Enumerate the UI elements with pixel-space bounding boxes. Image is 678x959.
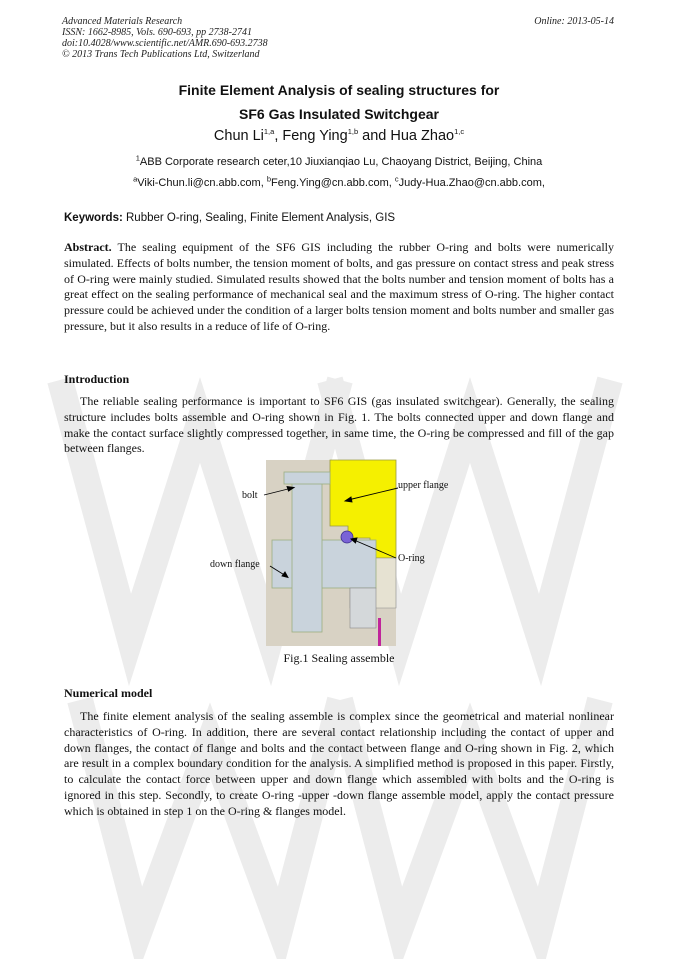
email-text: Feng.Ying@cn.abb.com, bbox=[270, 177, 395, 189]
email-sup: a bbox=[133, 174, 138, 184]
author-name: Chun Li bbox=[213, 128, 264, 144]
section-heading-numerical-model: Numerical model bbox=[64, 686, 153, 700]
paper-title-line2: SF6 Gas Insulated Switchgear bbox=[239, 106, 439, 122]
email-text: Viki-Chun.li@cn.abb.com, bbox=[137, 177, 267, 189]
section-heading-introduction: Introduction bbox=[64, 372, 130, 386]
author-sup: 1,b bbox=[347, 127, 359, 137]
o-ring bbox=[341, 531, 353, 543]
author-name: Feng Ying bbox=[282, 128, 348, 144]
journal-header bbox=[62, 16, 268, 60]
bolt-head bbox=[284, 472, 330, 484]
author-sep: , bbox=[274, 128, 283, 144]
journal-name: Advanced Materials Research bbox=[62, 16, 183, 27]
introduction-text: The reliable sealing performance is important to SF6 GIS (gas insulated switchgear). Generally, the sealing structure includes bolts assemble and O-ring shown in Fig. 1. The bolts connected upper and down flange and make the contact surface slightly compressed together, in same time, the O-ring be compressed and fill of the gap between flanges. bbox=[64, 394, 614, 456]
affiliation-sup: 1 bbox=[135, 153, 140, 163]
author-sup: 1,a bbox=[263, 127, 275, 137]
abstract bbox=[64, 240, 614, 335]
journal-copyright: © 2013 Trans Tech Publications Ltd, Switzerland bbox=[62, 49, 260, 60]
pink-part bbox=[378, 618, 381, 646]
author-sup: 1,c bbox=[454, 127, 465, 137]
label-upper-flange: upper flange bbox=[398, 480, 449, 491]
label-bolt: bolt bbox=[242, 490, 258, 501]
abstract-label: Abstract. bbox=[64, 240, 112, 254]
down-flange bbox=[272, 540, 376, 588]
author-list bbox=[0, 128, 678, 144]
keywords-label: Keywords: bbox=[64, 212, 123, 224]
keywords-text: Rubber O-ring, Sealing, Finite Element Analysis, GIS bbox=[126, 212, 396, 224]
affiliation-text: ABB Corporate research ceter,10 Jiuxianqiao Lu, Chaoyang District, Beijing, China bbox=[139, 156, 543, 168]
author-name: Hua Zhao bbox=[390, 128, 455, 144]
bolt-body bbox=[292, 480, 322, 632]
numerical-model-text: The finite element analysis of the sealing assemble is complex since the geometrical and material nonlinear characteristics of O-ring. In addition, there are several contact relationship including the contact of upper and down flanges, the contact of flange and bolts and the contact between flange and O-ring shown in Fig. 2, which are result in a complex boundary condition for the analysis. A simplified method is proposed in this paper. Firstly, to calculate the contact force between upper and down flange which assembled with bolts and the O-ring is ignored in this step. Secondly, to create O-ring -upper -down flange assemble model, apply the contact pressure which is obtained in step 1 on the O-ring & flanges model. bbox=[64, 709, 614, 818]
affiliation bbox=[0, 153, 678, 168]
journal-doi: doi:10.4028/www.scientific.net/AMR.690-693.2738 bbox=[62, 38, 268, 49]
flange-lower-block bbox=[350, 588, 376, 628]
author-sep: and bbox=[358, 128, 391, 144]
label-down-flange: down flange bbox=[210, 559, 260, 570]
sealing-assembly-figure bbox=[200, 458, 500, 648]
abstract-text: The sealing equipment of the SF6 GIS including the rubber O-ring and bolts were numerically simulated. Effects of bolts number, the tension moment of bolts, and gas pressure on contact stress and peak stress of O-ring were mainly studied. Simulated results showed that the bolts number and tension moment of bolts has a great effect on the sealing performance of mechanical seal and the maximum stress of O-ring. The higher contact pressure could be achieved under the condition of a larger bolts tension moment and bolts number and smaller gas pressure, but it also results in a reduce of life of O-ring. bbox=[64, 240, 614, 333]
paper-title-line1: Finite Element Analysis of sealing structures for bbox=[178, 82, 500, 98]
email-sup: b bbox=[266, 174, 271, 184]
journal-issn: ISSN: 1662-8985, Vols. 690-693, pp 2738-2741 bbox=[62, 27, 252, 38]
label-o-ring: O-ring bbox=[398, 553, 425, 564]
email-sup: c bbox=[394, 174, 399, 184]
online-date: Online: 2013-05-14 bbox=[534, 16, 614, 27]
email-list bbox=[0, 174, 678, 189]
figure-caption: Fig.1 Sealing assemble bbox=[283, 651, 395, 665]
email-text: Judy-Hua.Zhao@cn.abb.com, bbox=[398, 177, 545, 189]
keywords bbox=[64, 212, 395, 224]
